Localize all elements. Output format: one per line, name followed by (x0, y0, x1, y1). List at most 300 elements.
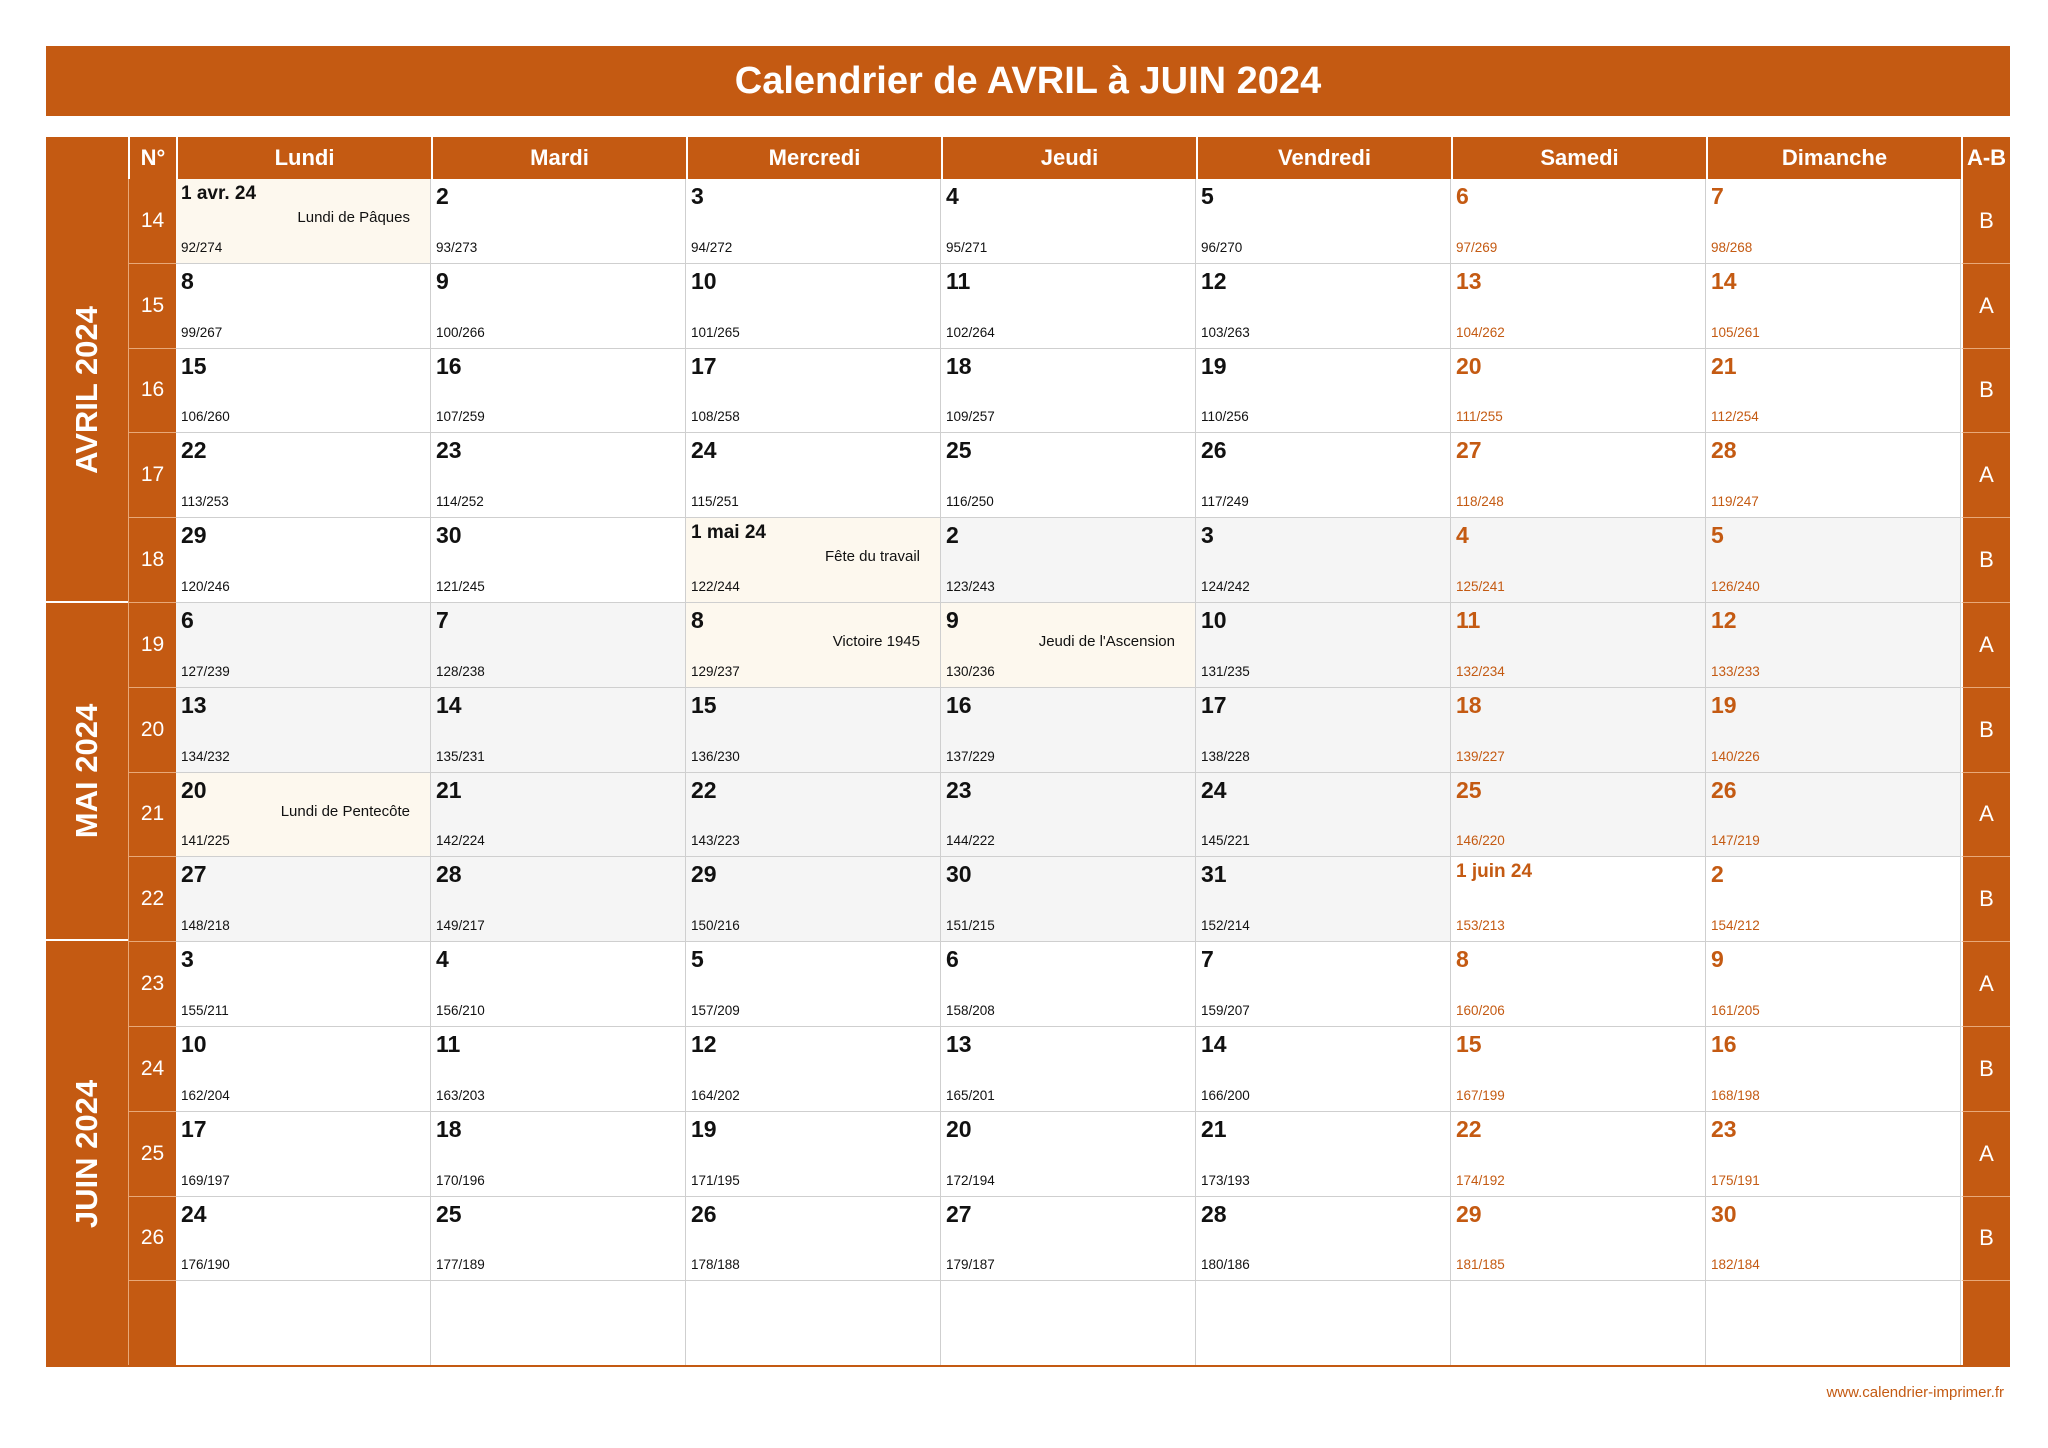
bottom-divider (46, 1365, 2010, 1367)
day-cell[interactable] (1196, 688, 1451, 773)
day-cell[interactable] (686, 942, 941, 1027)
day-of-year-count: 99/267 (181, 324, 223, 340)
calendar-header (46, 137, 2010, 179)
day-cell[interactable] (1706, 1027, 1961, 1112)
day-of-year-count: 148/218 (181, 918, 230, 934)
day-cell[interactable] (176, 179, 431, 264)
day-cell[interactable] (1451, 518, 1706, 603)
day-cell[interactable] (941, 433, 1196, 518)
day-of-year-count: 107/259 (436, 409, 485, 425)
header-jeudi: Jeudi (941, 137, 1196, 179)
day-cell[interactable] (176, 1112, 431, 1197)
day-number: 2 (946, 522, 959, 549)
day-cell[interactable] (431, 518, 686, 603)
calendar-grid (128, 179, 2010, 1366)
day-cell[interactable] (176, 1197, 431, 1282)
day-cell[interactable] (1451, 603, 1706, 688)
day-cell[interactable] (431, 1112, 686, 1197)
day-number: 6 (1456, 183, 1469, 209)
day-cell[interactable] (176, 264, 431, 349)
day-number: 22 (181, 437, 207, 464)
day-of-year-count: 174/192 (1456, 1172, 1505, 1188)
day-number: 13 (181, 691, 207, 718)
day-of-year-count: 162/204 (181, 1087, 230, 1103)
holiday-name: Lundi de Pentecôte (280, 802, 410, 820)
day-number: 30 (946, 861, 972, 888)
day-of-year-count: 178/188 (691, 1257, 740, 1273)
month-block-mai (46, 601, 128, 939)
day-number: 4 (436, 946, 449, 973)
day-of-year-count: 149/217 (436, 918, 485, 934)
day-number: 21 (436, 776, 462, 803)
day-of-year-count: 119/247 (1711, 494, 1759, 510)
day-number: 13 (1456, 267, 1482, 294)
day-number: 22 (691, 776, 717, 803)
day-of-year-count: 113/253 (181, 494, 229, 510)
day-number: 25 (436, 1200, 462, 1227)
day-of-year-count: 139/227 (1456, 748, 1505, 764)
day-of-year-count: 142/224 (436, 833, 485, 849)
page-title: Calendrier de AVRIL à JUIN 2024 (46, 46, 2010, 116)
day-cell[interactable] (1706, 857, 1961, 942)
day-number: 24 (691, 437, 717, 464)
day-of-year-count: 169/197 (181, 1172, 230, 1188)
day-cell[interactable] (686, 179, 941, 264)
day-number: 26 (691, 1200, 717, 1227)
header-dimanche: Dimanche (1706, 137, 1961, 179)
day-of-year-count: 180/186 (1201, 1257, 1250, 1273)
day-cell[interactable] (1196, 433, 1451, 518)
day-cell[interactable] (1451, 688, 1706, 773)
day-of-year-count: 154/212 (1711, 918, 1760, 934)
day-of-year-count: 135/231 (436, 748, 485, 764)
week-ab: B (1961, 1027, 2010, 1112)
day-of-year-count: 177/189 (436, 1257, 485, 1273)
day-number: 5 (1201, 183, 1214, 209)
day-number: 20 (946, 1115, 972, 1142)
day-cell[interactable] (1451, 857, 1706, 942)
day-cell[interactable] (941, 264, 1196, 349)
day-cell[interactable] (1451, 1112, 1706, 1197)
day-number: 7 (436, 607, 449, 633)
day-number: 18 (946, 352, 972, 379)
day-number: 17 (1201, 691, 1227, 718)
day-number: 6 (946, 946, 959, 973)
day-of-year-count: 115/251 (691, 494, 739, 510)
day-of-year-count: 168/198 (1711, 1087, 1760, 1103)
day-number: 20 (181, 776, 207, 803)
day-number: 25 (1456, 776, 1482, 803)
day-cell[interactable] (1451, 773, 1706, 858)
day-number: 12 (1201, 267, 1227, 294)
day-cell[interactable] (176, 518, 431, 603)
day-cell[interactable] (431, 857, 686, 942)
day-number: 23 (436, 437, 462, 464)
day-cell[interactable] (686, 857, 941, 942)
day-number: 9 (946, 607, 959, 633)
day-number: 13 (946, 1031, 972, 1057)
day-cell[interactable] (1451, 1027, 1706, 1112)
day-cell[interactable] (1706, 603, 1961, 688)
day-cell[interactable] (1706, 433, 1961, 518)
day-of-year-count: 170/196 (436, 1172, 485, 1188)
day-number: 7 (1201, 946, 1214, 973)
day-cell[interactable] (176, 942, 431, 1027)
day-cell[interactable] (941, 1112, 1196, 1197)
day-cell[interactable] (431, 433, 686, 518)
day-of-year-count: 151/215 (946, 918, 995, 934)
day-number: 7 (1711, 183, 1724, 209)
day-of-year-count: 133/233 (1711, 663, 1760, 679)
day-cell[interactable] (941, 1197, 1196, 1282)
day-number: 15 (181, 352, 207, 379)
week-ab: B (1961, 857, 2010, 942)
day-number: 28 (1201, 1200, 1227, 1227)
day-cell[interactable] (431, 349, 686, 434)
day-of-year-count: 106/260 (181, 409, 230, 425)
week-row (128, 1112, 2010, 1197)
day-of-year-count: 125/241 (1456, 578, 1505, 594)
day-cell[interactable] (1196, 1027, 1451, 1112)
day-of-year-count: 92/274 (181, 239, 223, 255)
day-cell[interactable] (1196, 942, 1451, 1027)
day-number: 30 (1711, 1200, 1737, 1227)
day-cell[interactable] (1196, 1112, 1451, 1197)
day-cell[interactable] (1706, 518, 1961, 603)
week-row (128, 942, 2010, 1027)
day-of-year-count: 114/252 (436, 494, 484, 510)
day-cell[interactable] (941, 349, 1196, 434)
day-of-year-count: 165/201 (946, 1087, 995, 1103)
day-of-year-count: 146/220 (1456, 833, 1505, 849)
day-number: 10 (691, 267, 717, 294)
week-number: 25 (128, 1112, 176, 1197)
day-number: 22 (1456, 1115, 1482, 1142)
week-number: 18 (128, 518, 176, 603)
day-of-year-count: 128/238 (436, 663, 485, 679)
day-number: 20 (1456, 352, 1482, 379)
day-number: 11 (1456, 607, 1481, 633)
day-cell[interactable] (1706, 264, 1961, 349)
day-of-year-count: 130/236 (946, 663, 995, 679)
website-link[interactable]: www.calendrier-imprimer.fr (1826, 1384, 2004, 1401)
day-of-year-count: 159/207 (1201, 1002, 1250, 1018)
header-week-number: N° (128, 137, 176, 179)
day-of-year-count: 103/263 (1201, 324, 1250, 340)
day-number: 15 (691, 691, 717, 718)
day-number: 29 (1456, 1200, 1482, 1227)
day-number: 28 (436, 861, 462, 888)
week-ab: A (1961, 264, 2010, 349)
week-number: 22 (128, 857, 176, 942)
day-of-year-count: 172/194 (946, 1172, 995, 1188)
day-cell[interactable] (941, 942, 1196, 1027)
week-ab: B (1961, 518, 2010, 603)
day-of-year-count: 104/262 (1456, 324, 1505, 340)
day-number: 24 (1201, 776, 1227, 803)
day-of-year-count: 147/219 (1711, 833, 1760, 849)
day-cell[interactable] (1706, 1197, 1961, 1282)
day-number: 11 (436, 1031, 461, 1057)
day-number: 3 (1201, 522, 1214, 549)
day-of-year-count: 171/195 (691, 1172, 740, 1188)
day-of-year-count: 134/232 (181, 748, 230, 764)
day-cell[interactable] (1706, 1112, 1961, 1197)
day-of-year-count: 105/261 (1711, 324, 1760, 340)
day-of-year-count: 121/245 (436, 578, 485, 594)
day-number: 14 (1201, 1031, 1227, 1057)
day-of-year-count: 152/214 (1201, 918, 1250, 934)
week-ab: B (1961, 1197, 2010, 1282)
day-cell[interactable] (1706, 1281, 1961, 1366)
week-number: 16 (128, 349, 176, 434)
holiday-name: Lundi de Pâques (297, 209, 410, 226)
day-number: 14 (1711, 267, 1737, 294)
day-number: 3 (181, 946, 194, 973)
week-ab: A (1961, 773, 2010, 858)
day-cell[interactable] (1451, 179, 1706, 264)
day-of-year-count: 96/270 (1201, 239, 1243, 255)
day-number: 10 (181, 1031, 207, 1057)
day-of-year-count: 143/223 (691, 833, 740, 849)
day-cell[interactable] (1196, 179, 1451, 264)
day-number: 16 (946, 691, 972, 718)
month-label-avril: AVRIL 2024 (69, 306, 104, 474)
week-number: 26 (128, 1197, 176, 1282)
day-cell[interactable] (431, 1197, 686, 1282)
day-number: 4 (1456, 522, 1469, 549)
week-row (128, 1027, 2010, 1112)
day-cell[interactable] (941, 857, 1196, 942)
day-number: 12 (691, 1031, 717, 1057)
day-cell[interactable] (1706, 349, 1961, 434)
day-of-year-count: 108/258 (691, 409, 740, 425)
day-cell[interactable] (176, 1027, 431, 1112)
week-ab: B (1961, 688, 2010, 773)
day-of-year-count: 164/202 (691, 1087, 740, 1103)
day-cell[interactable] (431, 1027, 686, 1112)
day-of-year-count: 136/230 (691, 748, 740, 764)
week-ab: A (1961, 1112, 2010, 1197)
day-of-year-count: 97/269 (1456, 239, 1498, 255)
day-of-year-count: 126/240 (1711, 578, 1760, 594)
day-of-year-count: 176/190 (181, 1257, 230, 1273)
day-of-year-count: 93/273 (436, 239, 478, 255)
day-number: 8 (1456, 946, 1469, 973)
day-cell[interactable] (941, 1281, 1196, 1366)
day-number: 24 (181, 1200, 207, 1227)
day-of-year-count: 131/235 (1201, 663, 1250, 679)
day-cell[interactable] (1451, 264, 1706, 349)
day-of-year-count: 153/213 (1456, 918, 1505, 934)
day-cell[interactable] (1196, 1197, 1451, 1282)
day-of-year-count: 109/257 (946, 409, 995, 425)
day-of-year-count: 161/205 (1711, 1002, 1760, 1018)
day-of-year-count: 116/250 (946, 494, 994, 510)
day-of-year-count: 155/211 (181, 1002, 229, 1018)
day-number: 29 (691, 861, 717, 888)
holiday-name: Fête du travail (824, 548, 920, 566)
day-number: 19 (691, 1115, 717, 1142)
day-cell[interactable] (431, 688, 686, 773)
day-cell[interactable] (176, 688, 431, 773)
day-cell[interactable] (941, 518, 1196, 603)
day-number: 26 (1711, 776, 1737, 803)
day-cell[interactable] (941, 179, 1196, 264)
day-cell[interactable] (431, 773, 686, 858)
day-number: 1 avr. 24 (181, 183, 257, 204)
day-of-year-count: 175/191 (1711, 1172, 1760, 1188)
day-cell[interactable] (686, 1027, 941, 1112)
day-of-year-count: 127/239 (181, 663, 230, 679)
day-cell[interactable] (1451, 433, 1706, 518)
day-of-year-count: 138/228 (1201, 748, 1250, 764)
week-row (128, 264, 2010, 349)
day-of-year-count: 163/203 (436, 1087, 485, 1103)
day-of-year-count: 166/200 (1201, 1087, 1250, 1103)
day-cell[interactable] (941, 773, 1196, 858)
day-cell[interactable] (1196, 518, 1451, 603)
day-cell[interactable] (686, 773, 941, 858)
week-ab (1961, 1281, 2010, 1366)
day-cell[interactable] (686, 603, 941, 688)
day-cell[interactable] (176, 603, 431, 688)
week-number: 15 (128, 264, 176, 349)
week-number: 19 (128, 603, 176, 688)
day-cell[interactable] (176, 773, 431, 858)
day-of-year-count: 179/187 (946, 1257, 995, 1273)
day-cell[interactable] (1451, 349, 1706, 434)
day-of-year-count: 110/256 (1201, 409, 1249, 425)
week-number: 23 (128, 942, 176, 1027)
day-cell[interactable] (686, 349, 941, 434)
day-number: 23 (946, 776, 972, 803)
day-number: 16 (436, 352, 462, 379)
week-number: 17 (128, 433, 176, 518)
header-samedi: Samedi (1451, 137, 1706, 179)
day-cell[interactable] (941, 1027, 1196, 1112)
header-blank (46, 137, 128, 179)
day-cell[interactable] (176, 349, 431, 434)
day-of-year-count: 181/185 (1456, 1257, 1505, 1273)
day-of-year-count: 157/209 (691, 1002, 740, 1018)
day-cell[interactable] (431, 603, 686, 688)
day-of-year-count: 137/229 (946, 748, 995, 764)
day-cell[interactable] (176, 433, 431, 518)
day-cell[interactable] (1196, 773, 1451, 858)
day-of-year-count: 144/222 (946, 833, 995, 849)
day-of-year-count: 100/266 (436, 324, 485, 340)
week-row (128, 1281, 2010, 1366)
day-number: 27 (181, 861, 207, 888)
day-cell[interactable] (431, 942, 686, 1027)
day-of-year-count: 117/249 (1201, 494, 1249, 510)
week-number: 20 (128, 688, 176, 773)
day-cell[interactable] (431, 179, 686, 264)
week-row (128, 857, 2010, 942)
week-number: 14 (128, 179, 176, 264)
day-number: 31 (1201, 861, 1227, 888)
day-number: 19 (1711, 691, 1737, 718)
week-number (128, 1281, 176, 1366)
day-cell[interactable] (1196, 349, 1451, 434)
day-of-year-count: 158/208 (946, 1002, 995, 1018)
header-mardi: Mardi (431, 137, 686, 179)
day-cell[interactable] (686, 1281, 941, 1366)
day-cell[interactable] (1706, 179, 1961, 264)
day-cell[interactable] (176, 1281, 431, 1366)
header-ab: A-B (1961, 137, 2010, 179)
day-cell[interactable] (686, 688, 941, 773)
day-number: 2 (1711, 861, 1724, 888)
day-number: 10 (1201, 607, 1227, 633)
month-label-mai: MAI 2024 (69, 703, 104, 839)
week-row (128, 179, 2010, 264)
day-of-year-count: 132/234 (1456, 663, 1505, 679)
day-cell[interactable] (1451, 1281, 1706, 1366)
day-number: 18 (436, 1115, 462, 1142)
day-cell[interactable] (686, 264, 941, 349)
calendar (46, 137, 2010, 1366)
day-cell[interactable] (1451, 942, 1706, 1027)
day-cell[interactable] (941, 603, 1196, 688)
day-number: 11 (946, 267, 971, 294)
day-of-year-count: 141/225 (181, 833, 230, 849)
day-cell[interactable] (686, 1197, 941, 1282)
day-cell[interactable] (1196, 264, 1451, 349)
day-of-year-count: 120/246 (181, 578, 230, 594)
week-ab: A (1961, 603, 2010, 688)
day-cell[interactable] (1196, 603, 1451, 688)
month-label-juin: JUIN 2024 (69, 1079, 104, 1228)
day-of-year-count: 123/243 (946, 578, 995, 594)
day-cell[interactable] (1706, 942, 1961, 1027)
day-cell[interactable] (686, 1112, 941, 1197)
week-row (128, 603, 2010, 688)
day-cell[interactable] (1706, 773, 1961, 858)
day-number: 29 (181, 522, 207, 549)
day-cell[interactable] (431, 264, 686, 349)
day-cell[interactable] (1196, 1281, 1451, 1366)
week-ab: A (1961, 433, 2010, 518)
day-of-year-count: 102/264 (946, 324, 995, 340)
day-number: 27 (946, 1200, 972, 1227)
day-number: 6 (181, 607, 194, 633)
day-of-year-count: 173/193 (1201, 1172, 1250, 1188)
day-of-year-count: 182/184 (1711, 1257, 1760, 1273)
day-number: 16 (1711, 1031, 1737, 1057)
day-number: 2 (436, 183, 449, 209)
day-cell[interactable] (686, 433, 941, 518)
day-number: 9 (436, 267, 449, 294)
day-cell[interactable] (686, 518, 941, 603)
day-cell[interactable] (1196, 857, 1451, 942)
holiday-name: Jeudi de l'Ascension (1038, 633, 1175, 650)
day-number: 23 (1711, 1115, 1737, 1142)
day-number: 18 (1456, 691, 1482, 718)
day-of-year-count: 122/244 (691, 578, 740, 594)
day-cell[interactable] (1706, 688, 1961, 773)
day-cell[interactable] (1451, 1197, 1706, 1282)
day-number: 17 (181, 1115, 207, 1142)
day-cell[interactable] (176, 857, 431, 942)
day-number: 8 (181, 267, 194, 294)
day-number: 3 (691, 183, 704, 209)
day-cell[interactable] (941, 688, 1196, 773)
day-number: 25 (946, 437, 972, 464)
day-of-year-count: 101/265 (691, 324, 740, 340)
day-cell[interactable] (431, 1281, 686, 1366)
